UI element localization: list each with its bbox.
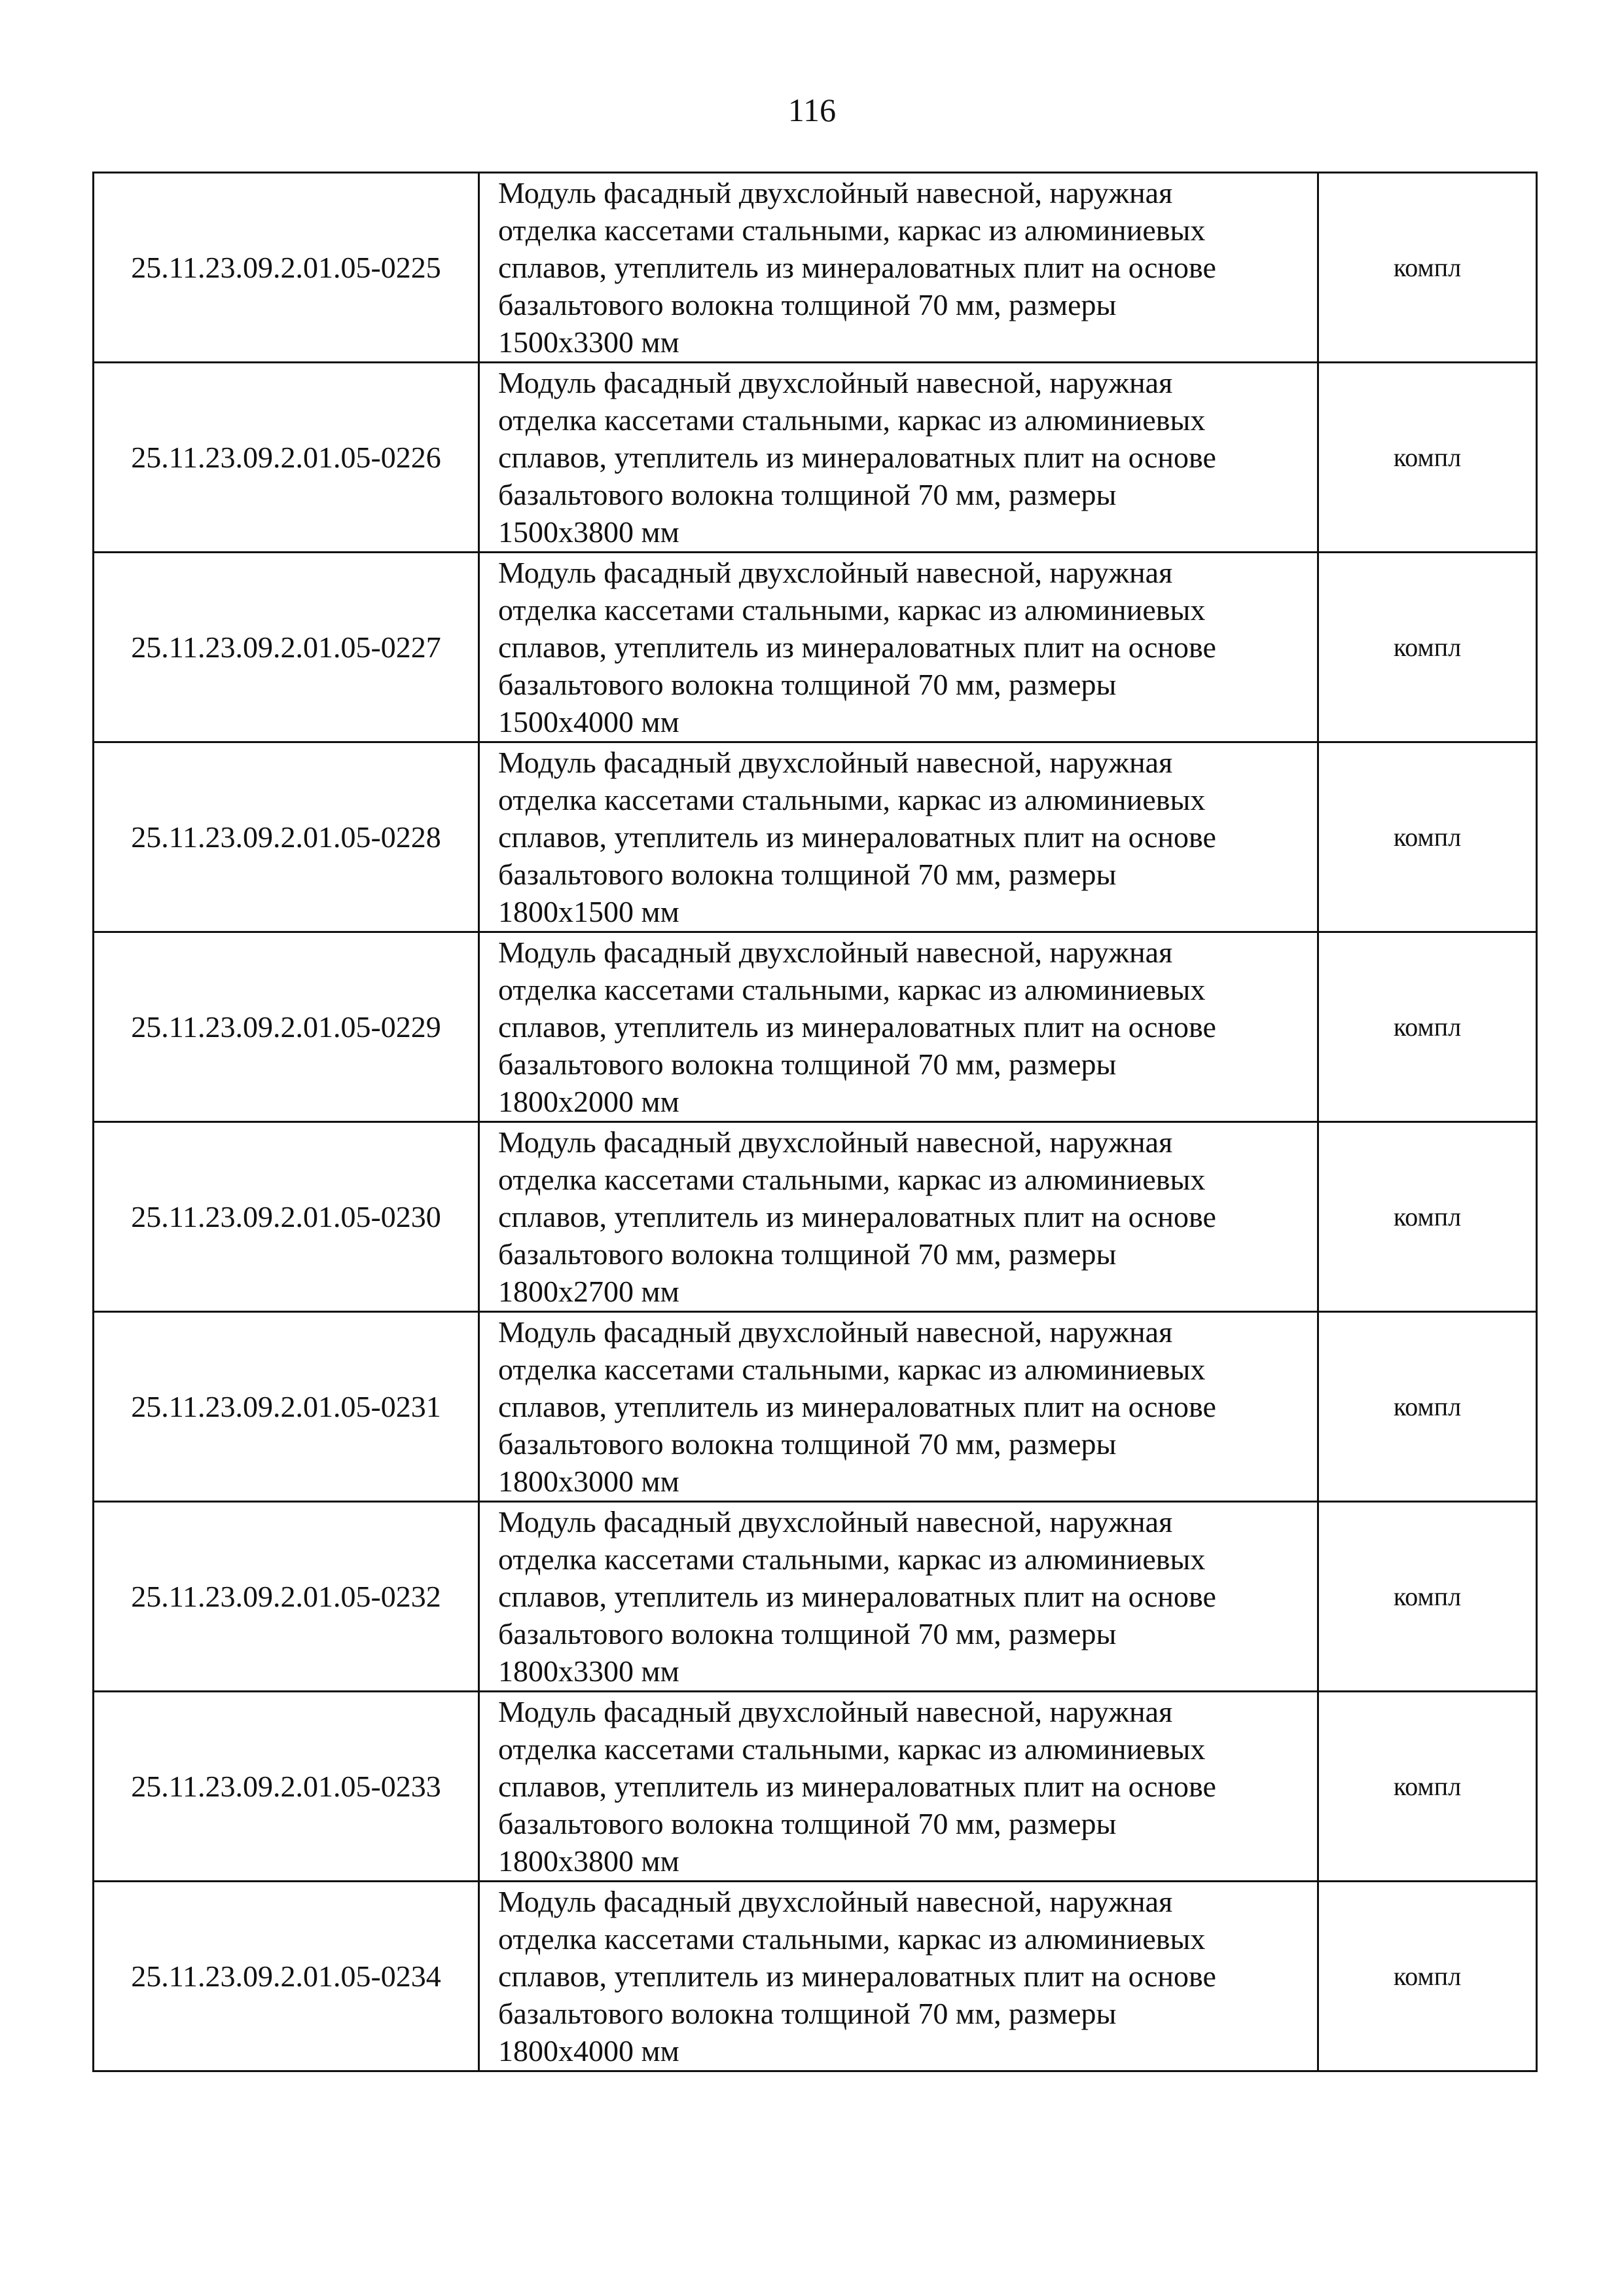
unit-cell: компл bbox=[1318, 1692, 1537, 1882]
table-body bbox=[94, 173, 1537, 2071]
description-line: Модуль фасадный двухслойный навесной, наружная bbox=[498, 746, 1173, 779]
code-cell: 25.11.23.09.2.01.05-0228 bbox=[94, 742, 479, 932]
description-line: отделка кассетами стальными, каркас из алюминиевых bbox=[498, 1163, 1206, 1196]
code-cell: 25.11.23.09.2.01.05-0229 bbox=[94, 932, 479, 1122]
description-line: базальтового волокна толщиной 70 мм, размеры bbox=[498, 1427, 1117, 1461]
description-line: базальтового волокна толщиной 70 мм, размеры bbox=[498, 668, 1117, 701]
description-line: базальтового волокна толщиной 70 мм, размеры bbox=[498, 478, 1117, 511]
code-cell: 25.11.23.09.2.01.05-0226 bbox=[94, 363, 479, 553]
description-line: Модуль фасадный двухслойный навесной, наружная bbox=[498, 1315, 1173, 1349]
description-line: сплавов, утеплитель из минераловатных плит на основе bbox=[498, 251, 1216, 284]
description-line: 1800х3800 мм bbox=[498, 1844, 679, 1878]
description-line: 1800х2000 мм bbox=[498, 1085, 679, 1118]
code-cell: 25.11.23.09.2.01.05-0225 bbox=[94, 173, 479, 363]
description-line: сплавов, утеплитель из минераловатных плит на основе bbox=[498, 820, 1216, 854]
description-line: 1800х2700 мм bbox=[498, 1275, 679, 1308]
description-line: базальтового волокна толщиной 70 мм, размеры bbox=[498, 1807, 1117, 1840]
unit-cell: компл bbox=[1318, 1122, 1537, 1312]
description-line: 1800х1500 мм bbox=[498, 895, 679, 928]
table-row bbox=[94, 742, 1537, 932]
unit-cell: компл bbox=[1318, 553, 1537, 742]
description-line: отделка кассетами стальными, каркас из алюминиевых bbox=[498, 1353, 1206, 1386]
description-cell bbox=[479, 1312, 1318, 1502]
table-row bbox=[94, 1122, 1537, 1312]
description-line: Модуль фасадный двухслойный навесной, наружная bbox=[498, 366, 1173, 399]
table-row bbox=[94, 932, 1537, 1122]
description-line: Модуль фасадный двухслойный навесной, наружная bbox=[498, 1505, 1173, 1539]
description-line: 1800х3300 мм bbox=[498, 1654, 679, 1688]
unit-cell: компл bbox=[1318, 173, 1537, 363]
description-line: базальтового волокна толщиной 70 мм, размеры bbox=[498, 1997, 1117, 2030]
description-cell bbox=[479, 553, 1318, 742]
table-row bbox=[94, 1312, 1537, 1502]
description-line: Модуль фасадный двухслойный навесной, наружная bbox=[498, 176, 1173, 210]
page-number: 116 bbox=[787, 92, 837, 128]
description-line: базальтового волокна толщиной 70 мм, размеры bbox=[498, 1617, 1117, 1650]
description-cell bbox=[479, 173, 1318, 363]
code-cell: 25.11.23.09.2.01.05-0230 bbox=[94, 1122, 479, 1312]
description-line: отделка кассетами стальными, каркас из алюминиевых bbox=[498, 403, 1206, 437]
code-cell: 25.11.23.09.2.01.05-0234 bbox=[94, 1882, 479, 2071]
materials-table bbox=[92, 172, 1538, 2072]
table-row bbox=[94, 1692, 1537, 1882]
description-line: Модуль фасадный двухслойный навесной, наружная bbox=[498, 936, 1173, 969]
description-line: сплавов, утеплитель из минераловатных плит на основе bbox=[498, 441, 1216, 474]
description-line: сплавов, утеплитель из минераловатных плит на основе bbox=[498, 1580, 1216, 1613]
description-line: отделка кассетами стальными, каркас из алюминиевых bbox=[498, 973, 1206, 1006]
description-line: Модуль фасадный двухслойный навесной, наружная bbox=[498, 556, 1173, 589]
description-line: 1500х3300 мм bbox=[498, 325, 679, 359]
description-line: сплавов, утеплитель из минераловатных плит на основе bbox=[498, 1959, 1216, 1993]
description-line: Модуль фасадный двухслойный навесной, наружная bbox=[498, 1885, 1173, 1918]
description-line: отделка кассетами стальными, каркас из алюминиевых bbox=[498, 783, 1206, 816]
description-cell bbox=[479, 742, 1318, 932]
code-cell: 25.11.23.09.2.01.05-0227 bbox=[94, 553, 479, 742]
description-line: Модуль фасадный двухслойный навесной, наружная bbox=[498, 1125, 1173, 1159]
unit-cell: компл bbox=[1318, 1502, 1537, 1692]
unit-cell: компл bbox=[1318, 742, 1537, 932]
table-row bbox=[94, 363, 1537, 553]
unit-cell: компл bbox=[1318, 1312, 1537, 1502]
description-line: сплавов, утеплитель из минераловатных плит на основе bbox=[498, 1770, 1216, 1803]
description-cell bbox=[479, 1502, 1318, 1692]
description-cell bbox=[479, 932, 1318, 1122]
unit-cell: компл bbox=[1318, 932, 1537, 1122]
description-cell bbox=[479, 1122, 1318, 1312]
table-row bbox=[94, 553, 1537, 742]
code-cell: 25.11.23.09.2.01.05-0232 bbox=[94, 1502, 479, 1692]
unit-cell: компл bbox=[1318, 1882, 1537, 2071]
description-line: 1800х4000 мм bbox=[498, 2034, 679, 2068]
description-line: отделка кассетами стальными, каркас из алюминиевых bbox=[498, 593, 1206, 627]
description-line: 1500х4000 мм bbox=[498, 705, 679, 738]
description-line: сплавов, утеплитель из минераловатных плит на основе bbox=[498, 1390, 1216, 1423]
description-line: базальтового волокна толщиной 70 мм, размеры bbox=[498, 1048, 1117, 1081]
table-row bbox=[94, 173, 1537, 363]
description-line: 1500х3800 мм bbox=[498, 515, 679, 549]
description-cell bbox=[479, 1882, 1318, 2071]
code-cell: 25.11.23.09.2.01.05-0231 bbox=[94, 1312, 479, 1502]
description-line: базальтового волокна толщиной 70 мм, размеры bbox=[498, 1237, 1117, 1271]
description-line: базальтового волокна толщиной 70 мм, размеры bbox=[498, 288, 1117, 321]
description-cell bbox=[479, 363, 1318, 553]
table-row bbox=[94, 1882, 1537, 2071]
unit-cell: компл bbox=[1318, 363, 1537, 553]
description-line: отделка кассетами стальными, каркас из алюминиевых bbox=[498, 213, 1206, 247]
code-cell: 25.11.23.09.2.01.05-0233 bbox=[94, 1692, 479, 1882]
description-line: отделка кассетами стальными, каркас из алюминиевых bbox=[498, 1922, 1206, 1956]
description-line: сплавов, утеплитель из минераловатных плит на основе bbox=[498, 1010, 1216, 1044]
description-line: сплавов, утеплитель из минераловатных плит на основе bbox=[498, 1200, 1216, 1233]
description-line: отделка кассетами стальными, каркас из алюминиевых bbox=[498, 1732, 1206, 1766]
table-row bbox=[94, 1502, 1537, 1692]
description-line: отделка кассетами стальными, каркас из алюминиевых bbox=[498, 1542, 1206, 1576]
description-line: сплавов, утеплитель из минераловатных плит на основе bbox=[498, 630, 1216, 664]
description-line: Модуль фасадный двухслойный навесной, наружная bbox=[498, 1695, 1173, 1728]
description-cell bbox=[479, 1692, 1318, 1882]
description-line: 1800х3000 мм bbox=[498, 1465, 679, 1498]
description-line: базальтового волокна толщиной 70 мм, размеры bbox=[498, 858, 1117, 891]
